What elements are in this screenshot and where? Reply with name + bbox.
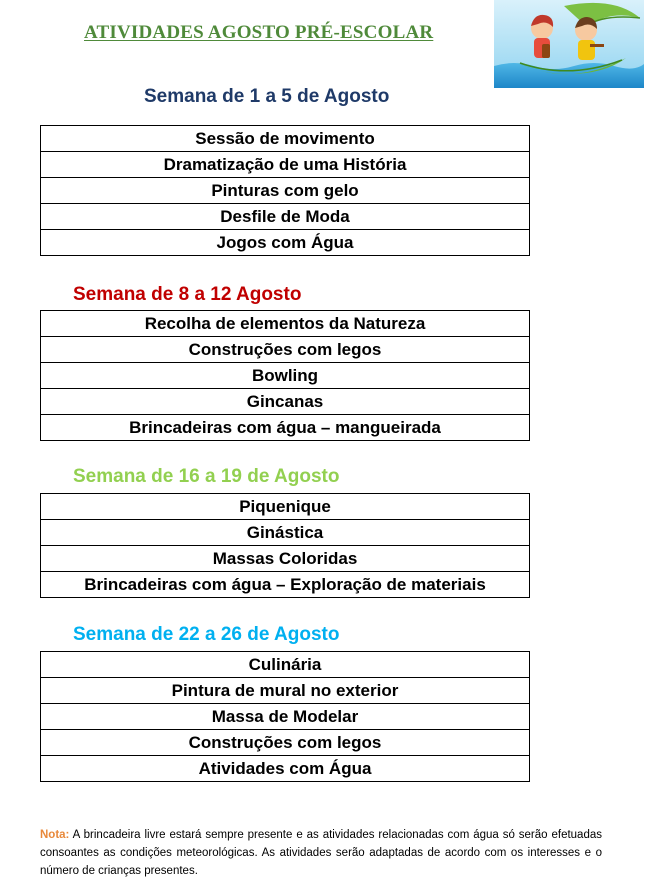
week-3-table [40,493,530,598]
table-row [41,363,530,389]
page-title: ATIVIDADES AGOSTO PRÉ-ESCOLAR [84,22,434,43]
table-row [41,756,530,782]
week-3-heading: Semana de 16 a 19 de Agosto [73,466,340,487]
activity-cell: Desfile de Moda [41,204,530,230]
note-text: A brincadeira livre estará sempre presente e as atividades relacionadas com água só serão efetuadas consoantes as condições meteorológicas. As atividades serão adaptadas de acordo com os interesses e o número de crianças presentes. [40,829,602,877]
activity-cell: Pintura de mural no exterior [41,678,530,704]
activity-cell: Piquenique [41,494,530,520]
activity-cell: Sessão de movimento [41,126,530,152]
week-4-heading: Semana de 22 a 26 de Agosto [73,624,340,645]
activity-cell: Construções com legos [41,337,530,363]
table-row [41,178,530,204]
week-2-table [40,310,530,441]
activity-cell: Massa de Modelar [41,704,530,730]
table-row [41,389,530,415]
children-on-leaf-boat-illustration [494,0,644,88]
activity-cell: Brincadeiras com água – mangueirada [41,415,530,441]
table-row [41,494,530,520]
table-row [41,572,530,598]
activity-cell: Ginástica [41,520,530,546]
table-row [41,204,530,230]
table-row [41,678,530,704]
note-label: Nota: [40,829,70,841]
week-4-table [40,651,530,782]
week-2-heading: Semana de 8 a 12 Agosto [73,284,302,305]
activity-cell: Dramatização de uma História [41,152,530,178]
table-row [41,546,530,572]
table-row [41,230,530,256]
table-row [41,152,530,178]
table-row [41,652,530,678]
table-row [41,520,530,546]
activity-cell: Brincadeiras com água – Exploração de materiais [41,572,530,598]
table-row [41,337,530,363]
table-row [41,126,530,152]
week-1-table [40,125,530,256]
activity-cell: Massas Coloridas [41,546,530,572]
activity-cell: Atividades com Água [41,756,530,782]
footnote [40,826,602,880]
table-row [41,730,530,756]
activity-cell: Gincanas [41,389,530,415]
activity-cell: Jogos com Água [41,230,530,256]
table-row [41,704,530,730]
table-row [41,311,530,337]
activity-cell: Recolha de elementos da Natureza [41,311,530,337]
activity-cell: Pinturas com gelo [41,178,530,204]
activity-cell: Culinária [41,652,530,678]
activity-cell: Construções com legos [41,730,530,756]
table-row [41,415,530,441]
week-1-heading: Semana de 1 a 5 de Agosto [144,86,390,107]
activity-cell: Bowling [41,363,530,389]
